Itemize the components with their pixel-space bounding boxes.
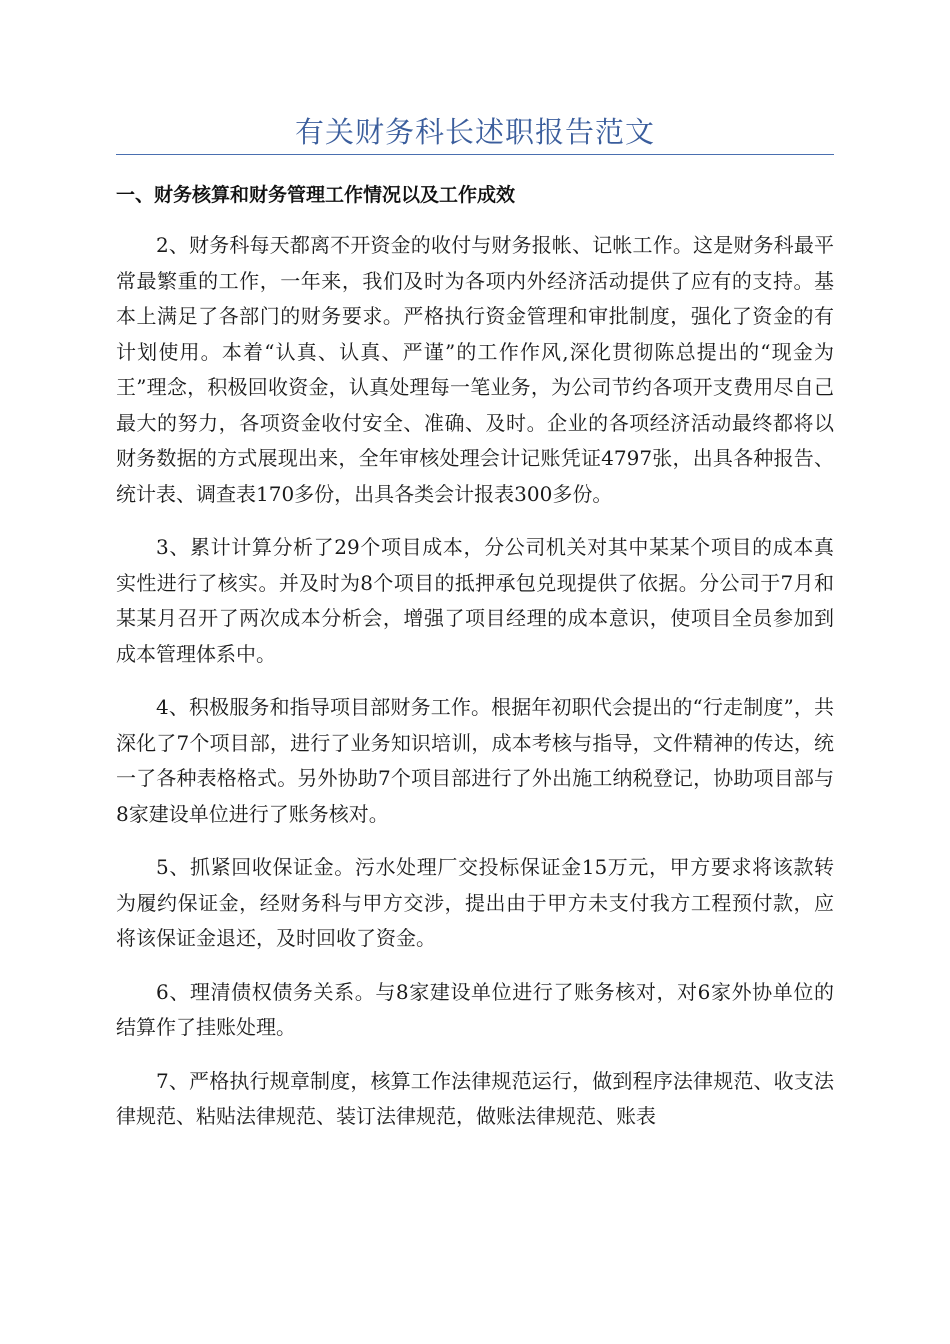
paragraph-6: 6、理清债权债务关系。与8家建设单位进行了账务核对，对6家外协单位的结算作了挂账处理。 [116,979,834,1039]
paragraph-4: 4、积极服务和指导项目部财务工作。根据年初职代会提出的“行走制度”，共深化了7个项目部，进行了业务知识培训，成本考核与指导，文件精神的传达，统一了各种表格格式。另外协助7个项目部进行了外出施工纳税登记，协助项目部与8家建设单位进行了账务核对。 [116,695,834,826]
document-body [116,228,834,1153]
paragraph-7: 7、严格执行规章制度，核算工作法律规范运行，做到程序法律规范、收支法律规范、粘贴法律规范、装订法律规范，做账法律规范、账表 [116,1068,834,1128]
paragraph-2: 2、财务科每天都离不开资金的收付与财务报帐、记帐工作。这是财务科最平常最繁重的工作，一年来，我们及时为各项内外经济活动提供了应有的支持。基本上满足了各部门的财务要求。严格执行资金管理和审批制度，强化了资金的有计划使用。本着“认真、认真、严谨”的工作作风,深化贯彻陈总提出的“现金为王”理念，积极回收资金，认真处理每一笔业务，为公司节约各项开支费用尽自己最大的努力，各项资金收付安全、准确、及时。企业的各项经济活动最终都将以财务数据的方式展现出来，全年审核处理会计记账凭证4797张，出具各种报告、统计表、调查表170多份，出具各类会计报表300多份。 [116,233,834,506]
section-heading: 一、财务核算和财务管理工作情况以及工作成效 [116,184,516,206]
paragraph-5: 5、抓紧回收保证金。污水处理厂交投标保证金15万元，甲方要求将该款转为履约保证金，经财务科与甲方交涉，提出由于甲方未支付我方工程预付款，应将该保证金退还，及时回收了资金。 [116,855,834,950]
title-underline [116,154,834,155]
paragraph-3: 3、累计计算分析了29个项目成本，分公司机关对其中某某个项目的成本真实性进行了核实。并及时为8个项目的抵押承包兑现提供了依据。分公司于7月和某某月召开了两次成本分析会，增强了项目经理的成本意识，使项目全员参加到成本管理体系中。 [116,535,834,666]
document-title: 有关财务科长述职报告范文 [294,115,655,149]
